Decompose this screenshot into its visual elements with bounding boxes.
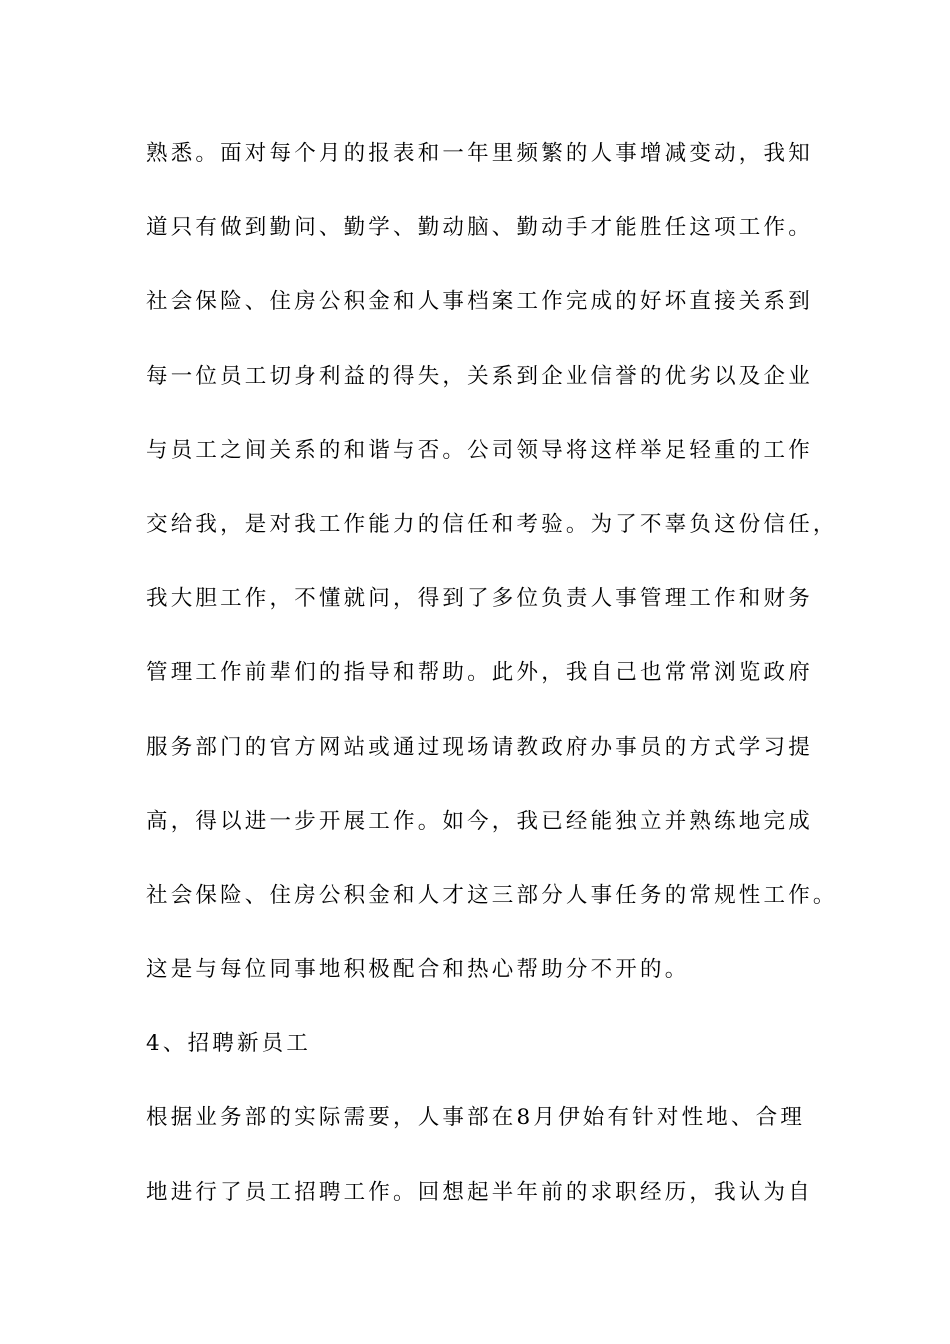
paragraph-line: 地进行了员工招聘工作。回想起半年前的求职经历，我认为自	[146, 1179, 813, 1205]
section-heading: 4、招聘新员工	[146, 1031, 312, 1057]
paragraph-line: 熟悉。面对每个月的报表和一年里频繁的人事增减变动，我知	[146, 141, 813, 166]
paragraph-line: 高，得以进一步开展工作。如今，我已经能独立并熟练地完成	[146, 808, 813, 834]
paragraph-line: 社会保险、住房公积金和人才这三部分人事任务的常规性工作。	[146, 882, 838, 908]
paragraph-line: 我大胆工作，不懂就问，得到了多位负责人事管理工作和财务	[146, 586, 813, 612]
paragraph-line: 这是与每位同事地积极配合和热心帮助分不开的。	[146, 957, 690, 983]
paragraph-line: 与员工之间关系的和谐与否。公司领导将这样举足轻重的工作	[146, 437, 813, 463]
paragraph-line: 每一位员工切身利益的得失，关系到企业信誉的优劣以及企业	[146, 363, 813, 389]
paragraph-line: 道只有做到勤问、勤学、勤动脑、勤动手才能胜任这项工作。	[146, 215, 813, 241]
paragraph-line: 社会保险、住房公积金和人事档案工作完成的好坏直接关系到	[146, 289, 813, 315]
paragraph-line: 交给我，是对我工作能力的信任和考验。为了不辜负这份信任，	[146, 511, 838, 537]
paragraph-line: 管理工作前辈们的指导和帮助。此外，我自己也常常浏览政府	[146, 660, 813, 686]
body-text	[146, 129, 838, 1242]
paragraph-line: 根据业务部的实际需要，人事部在8月伊始有针对性地、合理	[146, 1105, 806, 1131]
paragraph-line: 服务部门的官方网站或通过现场请教政府办事员的方式学习提	[146, 734, 813, 760]
